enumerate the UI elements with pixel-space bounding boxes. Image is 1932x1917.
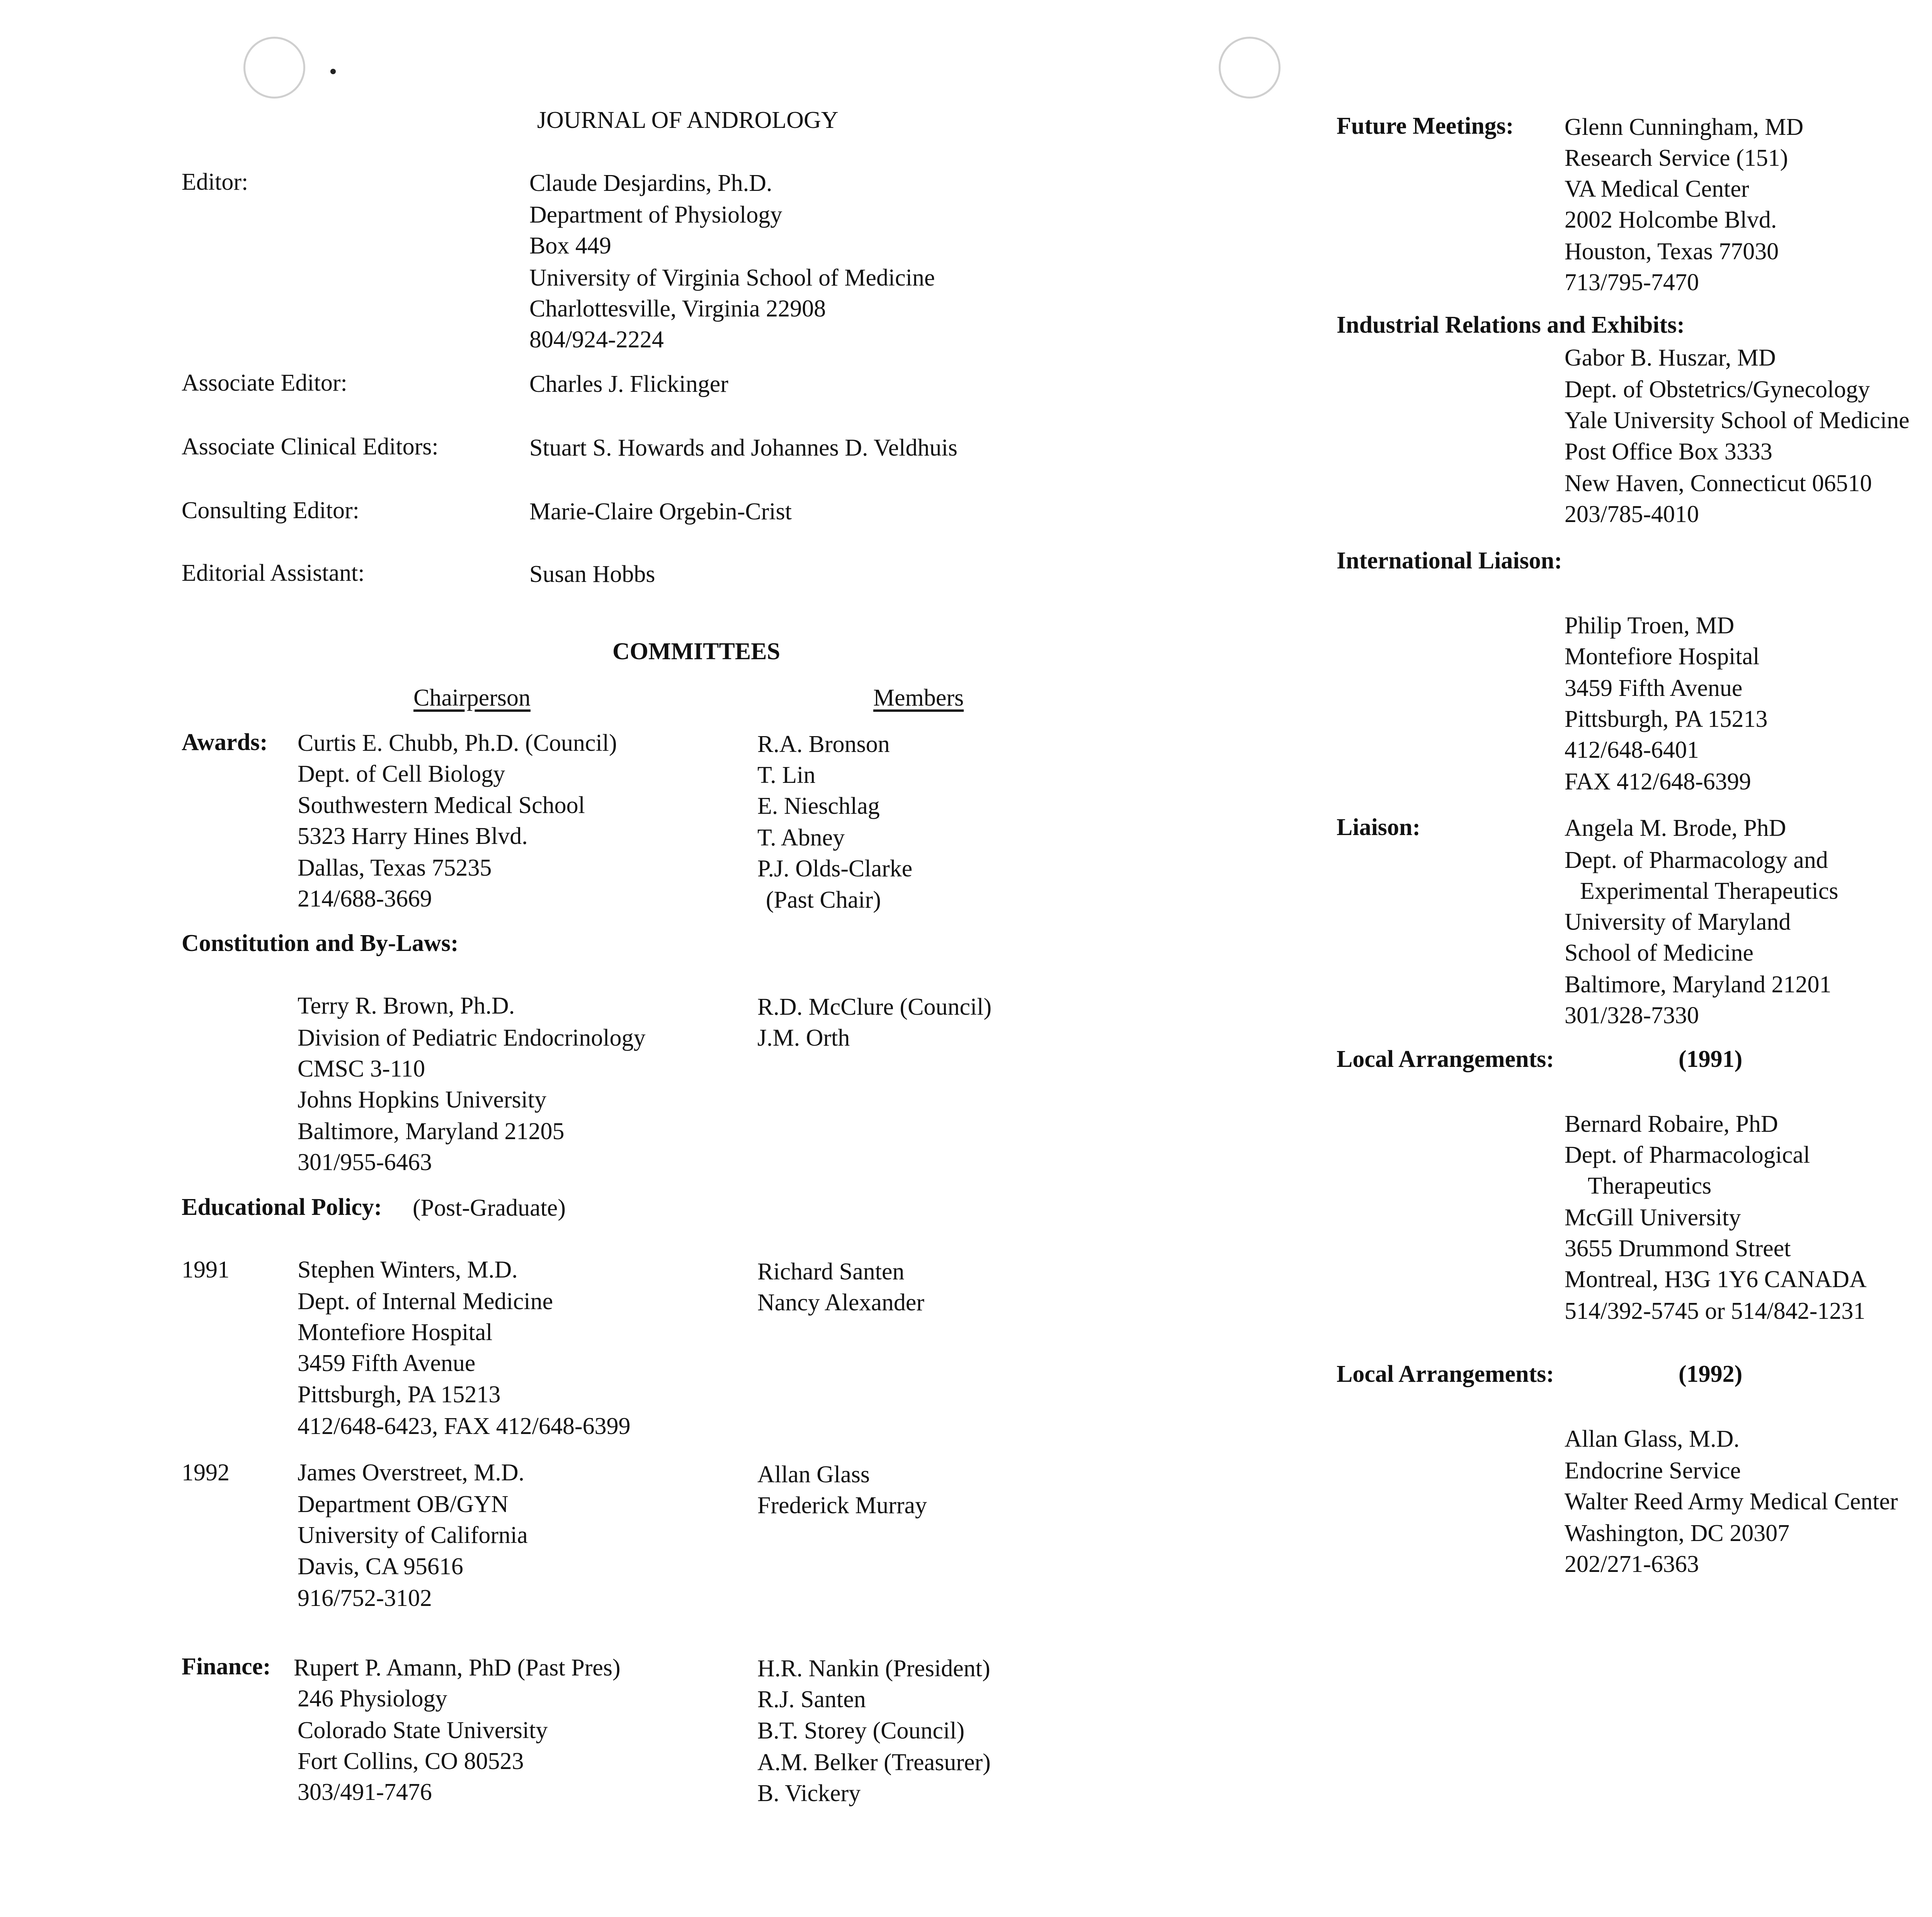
finance-chair-line: Rupert P. Amann, PhD (Past Pres) [294, 1655, 621, 1681]
educational-policy-note: (Post-Graduate) [413, 1195, 566, 1221]
awards-chair-line: Dallas, Texas 75235 [298, 855, 492, 881]
industrial-chair-line: 203/785-4010 [1565, 501, 1699, 527]
awards-chair-line: Dept. of Cell Biology [298, 761, 505, 787]
awards-chair-line: 214/688-3669 [298, 886, 432, 912]
international-chair-line: 412/648-6401 [1565, 737, 1699, 763]
future-meetings-label: Future Meetings: [1337, 113, 1514, 139]
educational-1991-chair-line: Dept. of Internal Medicine [298, 1288, 553, 1315]
local-1992-chair-line: Washington, DC 20307 [1565, 1520, 1790, 1546]
local-1991-chair-line: 514/392-5745 or 514/842-1231 [1565, 1298, 1866, 1324]
awards-chair-line: Southwestern Medical School [298, 792, 585, 818]
educational-1992-chair-line: University of California [298, 1522, 528, 1548]
constitution-chair-line: Johns Hopkins University [298, 1087, 547, 1113]
editor-line: University of Virginia School of Medicine [529, 265, 935, 291]
educational-1991-chair-line: 3459 Fifth Avenue [298, 1350, 476, 1376]
associate-editor-value: Charles J. Flickinger [529, 371, 728, 397]
editor-line: Department of Physiology [529, 202, 782, 228]
educational-1991-member: Nancy Alexander [757, 1289, 925, 1316]
awards-member: R.A. Bronson [757, 731, 890, 757]
educational-1992-chair-line: James Overstreet, M.D. [298, 1459, 525, 1486]
industrial-chair-line: Yale University School of Medicine [1565, 407, 1910, 434]
international-chair-line: 3459 Fifth Avenue [1565, 675, 1743, 701]
finance-chair-line: 246 Physiology [298, 1686, 447, 1712]
international-chair-line: Montefiore Hospital [1565, 643, 1760, 670]
liaison-chair-line: Experimental Therapeutics [1580, 878, 1838, 904]
local-1991-chair-line: Montreal, H3G 1Y6 CANADA [1565, 1266, 1867, 1293]
finance-label: Finance: [182, 1653, 271, 1680]
local-1991-chair-line: Therapeutics [1588, 1173, 1712, 1199]
awards-member: (Past Chair) [766, 887, 881, 913]
finance-chair-line: Colorado State University [298, 1717, 548, 1744]
local-1991-chair-line: McGill University [1565, 1204, 1741, 1231]
punch-hole [243, 37, 305, 99]
finance-member: B. Vickery [757, 1780, 861, 1806]
editor-line: Box 449 [529, 233, 611, 259]
finance-member: B.T. Storey (Council) [757, 1718, 965, 1744]
local-arrangements-1991-label: Local Arrangements: [1337, 1046, 1554, 1072]
educational-1992-chair-line: Department OB/GYN [298, 1491, 509, 1517]
awards-chair-line: 5323 Harry Hines Blvd. [298, 823, 528, 849]
associate-clinical-editors-label: Associate Clinical Editors: [182, 434, 439, 460]
local-1992-chair-line: Walter Reed Army Medical Center [1565, 1488, 1898, 1515]
liaison-chair-line: University of Maryland [1565, 909, 1791, 935]
local-1992-chair-line: 202/271-6363 [1565, 1551, 1699, 1577]
right-page [1337, 0, 1932, 1917]
editor-line: Claude Desjardins, Ph.D. [529, 170, 772, 196]
future-meetings-chair-line: VA Medical Center [1565, 176, 1749, 202]
finance-member: A.M. Belker (Treasurer) [757, 1749, 991, 1776]
finance-member: R.J. Santen [757, 1686, 866, 1713]
educational-1991-chair-line: Pittsburgh, PA 15213 [298, 1381, 501, 1408]
educational-1991-chair-line: 412/648-6423, FAX 412/648-6399 [298, 1413, 631, 1439]
liaison-chair-line: Baltimore, Maryland 21201 [1565, 971, 1832, 998]
international-chair-line: Philip Troen, MD [1565, 612, 1735, 639]
associate-clinical-editors-value: Stuart S. Howards and Johannes D. Veldhuis [529, 435, 957, 461]
consulting-editor-label: Consulting Editor: [182, 497, 359, 524]
educational-1991-year: 1991 [182, 1257, 230, 1283]
constitution-member: R.D. McClure (Council) [757, 994, 992, 1020]
liaison-chair-line: Angela M. Brode, PhD [1565, 815, 1786, 841]
editorial-assistant-value: Susan Hobbs [529, 561, 655, 587]
finance-chair-line: 303/491-7476 [298, 1779, 432, 1805]
educational-policy-label: Educational Policy: [182, 1194, 382, 1220]
constitution-label: Constitution and By-Laws: [182, 930, 459, 956]
liaison-label: Liaison: [1337, 814, 1421, 840]
ink-dot [330, 69, 336, 74]
educational-1992-chair-line: Davis, CA 95616 [298, 1553, 463, 1580]
industrial-relations-label: Industrial Relations and Exhibits: [1337, 312, 1685, 338]
editor-line: 804/924-2224 [529, 327, 664, 353]
constitution-chair-line: Division of Pediatric Endocrinology [298, 1025, 646, 1051]
constitution-chair-line: CMSC 3-110 [298, 1056, 425, 1082]
local-1991-chair-line: Bernard Robaire, PhD [1565, 1111, 1778, 1137]
liaison-chair-line: Dept. of Pharmacology and [1565, 847, 1828, 873]
committees-title: COMMITTEES [612, 638, 781, 665]
future-meetings-chair-line: Glenn Cunningham, MD [1565, 114, 1804, 140]
industrial-chair-line: Post Office Box 3333 [1565, 439, 1772, 465]
local-arrangements-1992-label: Local Arrangements: [1337, 1361, 1554, 1387]
awards-member: T. Abney [757, 825, 845, 851]
awards-member: P.J. Olds-Clarke [757, 856, 913, 882]
international-liaison-label: International Liaison: [1337, 548, 1562, 574]
awards-member: T. Lin [757, 762, 816, 788]
editor-line: Charlottesville, Virginia 22908 [529, 296, 826, 322]
educational-1991-chair-line: Stephen Winters, M.D. [298, 1257, 518, 1283]
constitution-chair-line: Terry R. Brown, Ph.D. [298, 993, 515, 1019]
industrial-chair-line: New Haven, Connecticut 06510 [1565, 470, 1872, 497]
future-meetings-chair-line: Research Service (151) [1565, 145, 1788, 171]
local-1992-chair-line: Endocrine Service [1565, 1458, 1741, 1484]
punch-hole [1219, 37, 1281, 99]
local-arrangements-1991-year: (1991) [1679, 1046, 1743, 1072]
constitution-chair-line: 301/955-6463 [298, 1149, 432, 1175]
industrial-chair-line: Gabor B. Huszar, MD [1565, 345, 1776, 371]
chairperson-header: Chairperson [413, 685, 531, 711]
educational-1992-year: 1992 [182, 1459, 230, 1486]
liaison-chair-line: School of Medicine [1565, 940, 1754, 966]
local-arrangements-1992-year: (1992) [1679, 1361, 1743, 1387]
local-1991-chair-line: 3655 Drummond Street [1565, 1235, 1791, 1262]
educational-1992-member: Allan Glass [757, 1461, 870, 1488]
finance-chair-line: Fort Collins, CO 80523 [298, 1748, 524, 1774]
editorial-assistant-label: Editorial Assistant: [182, 560, 365, 586]
associate-editor-label: Associate Editor: [182, 370, 347, 396]
international-chair-line: Pittsburgh, PA 15213 [1565, 706, 1768, 732]
future-meetings-chair-line: 713/795-7470 [1565, 269, 1699, 296]
members-header: Members [873, 685, 964, 711]
constitution-chair-line: Baltimore, Maryland 21205 [298, 1118, 565, 1145]
constitution-member: J.M. Orth [757, 1025, 850, 1051]
local-1991-chair-line: Dept. of Pharmacological [1565, 1142, 1810, 1168]
educational-1991-chair-line: Montefiore Hospital [298, 1319, 493, 1345]
editor-label: Editor: [182, 169, 248, 195]
international-chair-line: FAX 412/648-6399 [1565, 769, 1751, 795]
educational-1992-chair-line: 916/752-3102 [298, 1585, 432, 1611]
liaison-chair-line: 301/328-7330 [1565, 1002, 1699, 1029]
local-1992-chair-line: Allan Glass, M.D. [1565, 1426, 1740, 1452]
future-meetings-chair-line: Houston, Texas 77030 [1565, 238, 1779, 265]
future-meetings-chair-line: 2002 Holcombe Blvd. [1565, 207, 1777, 233]
educational-1992-member: Frederick Murray [757, 1492, 927, 1519]
consulting-editor-value: Marie-Claire Orgebin-Crist [529, 498, 792, 525]
awards-member: E. Nieschlag [757, 793, 880, 819]
educational-1991-member: Richard Santen [757, 1259, 905, 1285]
industrial-chair-line: Dept. of Obstetrics/Gynecology [1565, 376, 1870, 403]
finance-member: H.R. Nankin (President) [757, 1655, 990, 1682]
awards-chair-line: Curtis E. Chubb, Ph.D. (Council) [298, 730, 617, 756]
awards-label: Awards: [182, 729, 268, 755]
journal-title: JOURNAL OF ANDROLOGY [537, 107, 838, 133]
